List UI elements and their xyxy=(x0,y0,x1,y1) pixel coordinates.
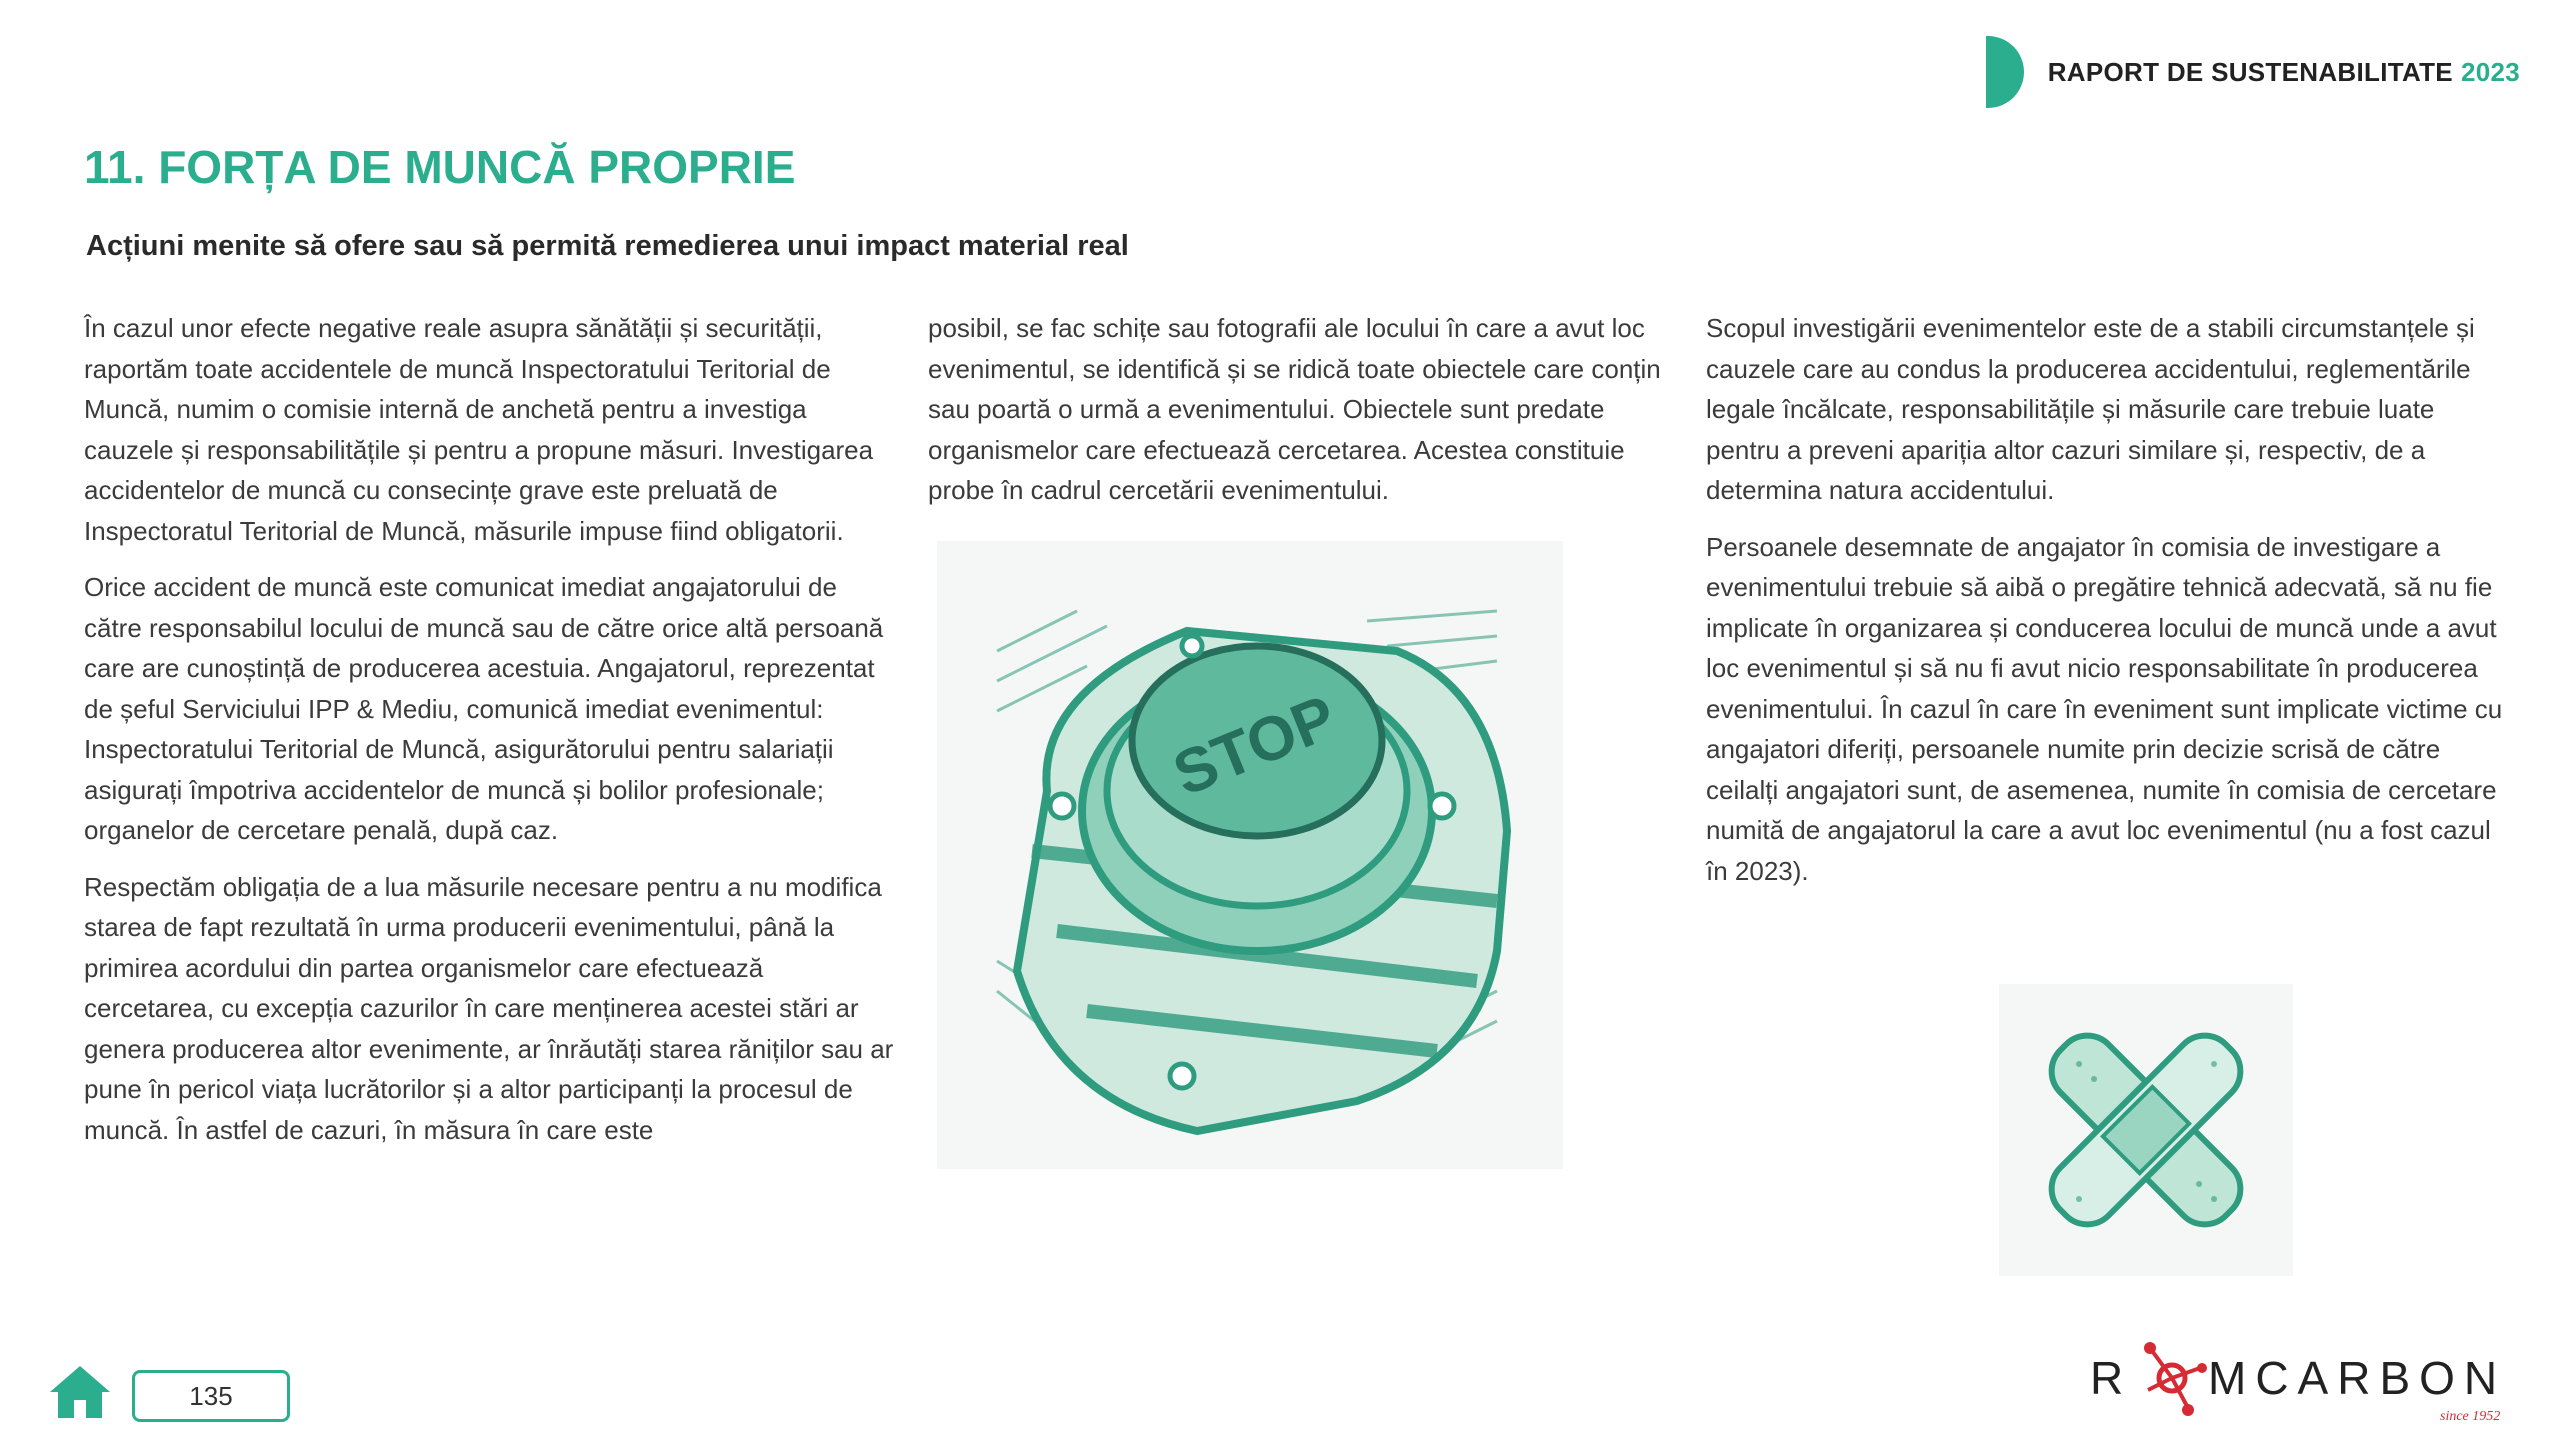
report-title: RAPORT DE SUSTENABILITATE 2023 xyxy=(2047,56,2520,87)
section-title: 11. FORȚA DE MUNCĂ PROPRIE xyxy=(84,141,796,193)
romcarbon-logo xyxy=(2090,1338,2510,1428)
section-subtitle: Acțiuni menite să ofere sau să permită remedierea unui impact material real xyxy=(86,230,1129,262)
text-column-1 xyxy=(84,308,894,1166)
paragraph: Orice accident de muncă este comunicat imediat angajatorului de către responsabilul locului de muncă sau de către orice altă persoană care are cunoștință de producerea acestuia. Angajatorul, reprezentat de șeful Serviciului IPP & Mediu, comunică imediat evenimentul: Inspectoratului Teritorial de Muncă, asigurătorului pentru salariații asigurați împotriva accidentelor de muncă și bolilor profesionale; organelor de cercetare penală, după caz. xyxy=(84,572,884,845)
text-column-3 xyxy=(1706,308,2506,907)
home-icon[interactable] xyxy=(48,1362,112,1420)
stop-label: STOP xyxy=(1164,682,1346,810)
paragraph: Scopul investigării evenimentelor este de a stabili circumstanțele și cauzele care au condus la producerea accidentului, reglementările legale încălcate, responsabilitățile și măsurile care trebuie luate pentru a preveni apariția altor cazuri similare și, respectiv, de a determina natura accidentului. xyxy=(1706,313,2475,505)
logo-since: since 1952 xyxy=(2440,1409,2501,1424)
text-column-2 xyxy=(928,308,1668,527)
stop-button-svg xyxy=(937,541,1563,1169)
bandage-svg xyxy=(1999,984,2293,1276)
stop-button-illustration xyxy=(937,541,1563,1169)
report-year: 2023 xyxy=(2460,56,2520,87)
paragraph: posibil, se fac schițe sau fotografii ale locului în care a avut loc evenimentul, se identifică și se ridică toate obiectele care conțin sau poartă o urmă a evenimentului. Obiectele sunt predate organismelor care efectuează cercetarea. Acestea constituie probe în cadrul cercetării evenimentului. xyxy=(928,313,1661,505)
paragraph: În cazul unor efecte negative reale asupra sănătății și securității, raportăm toate accidentele de muncă Inspectoratului Teritorial de Muncă, numim o comisie internă de anchetă pentru a investiga cauzele și responsabilitățile și pentru a propune măsuri. Investigarea accidentelor de muncă cu consecințe grave este preluată de Inspectoratul Teritorial de Muncă, măsurile impuse fiind obligatorii. xyxy=(84,313,874,546)
svg-text:R: R xyxy=(2090,1352,2134,1404)
paragraph: Persoanele desemnate de angajator în comisia de investigare a evenimentului trebuie să aibă o pregătire tehnică adecvată, să nu fie implicate în organizarea și conducerea locului de muncă unde a avut loc evenimentul și să nu fi avut nicio responsabilitate în producerea evenimentului. În cazul în care în eveniment sunt implicate victime cu angajatori diferiți, persoanele numite prin decizie scrisă de către ceilalți angajatori sunt, de asemenea, numite în comisia de cercetare numită de angajatorul la care a avut loc evenimentul (nu a fost cazul în 2023). xyxy=(1706,531,2503,886)
bandage-illustration xyxy=(1999,984,2293,1276)
paragraph: Respectăm obligația de a lua măsurile necesare pentru a nu modifica starea de fapt rezultată în urma producerii evenimentului, până la primirea acordului din partea organismelor care efectuează cercetarea, cu excepția cazurilor în care menținerea acestei stări ar genera producerea altor evenimente, ar înrăutăți starea răniților sau ar pune în pericol viața lucrătorilor și a altor participanți la procesul de muncă. În astfel de cazuri, în măsura în care este xyxy=(84,871,894,1145)
report-header xyxy=(1986,36,2520,108)
svg-text:MCARBON: MCARBON xyxy=(2208,1352,2507,1404)
page-number: 135 xyxy=(132,1370,290,1422)
header-tab-shape xyxy=(1986,36,2024,108)
